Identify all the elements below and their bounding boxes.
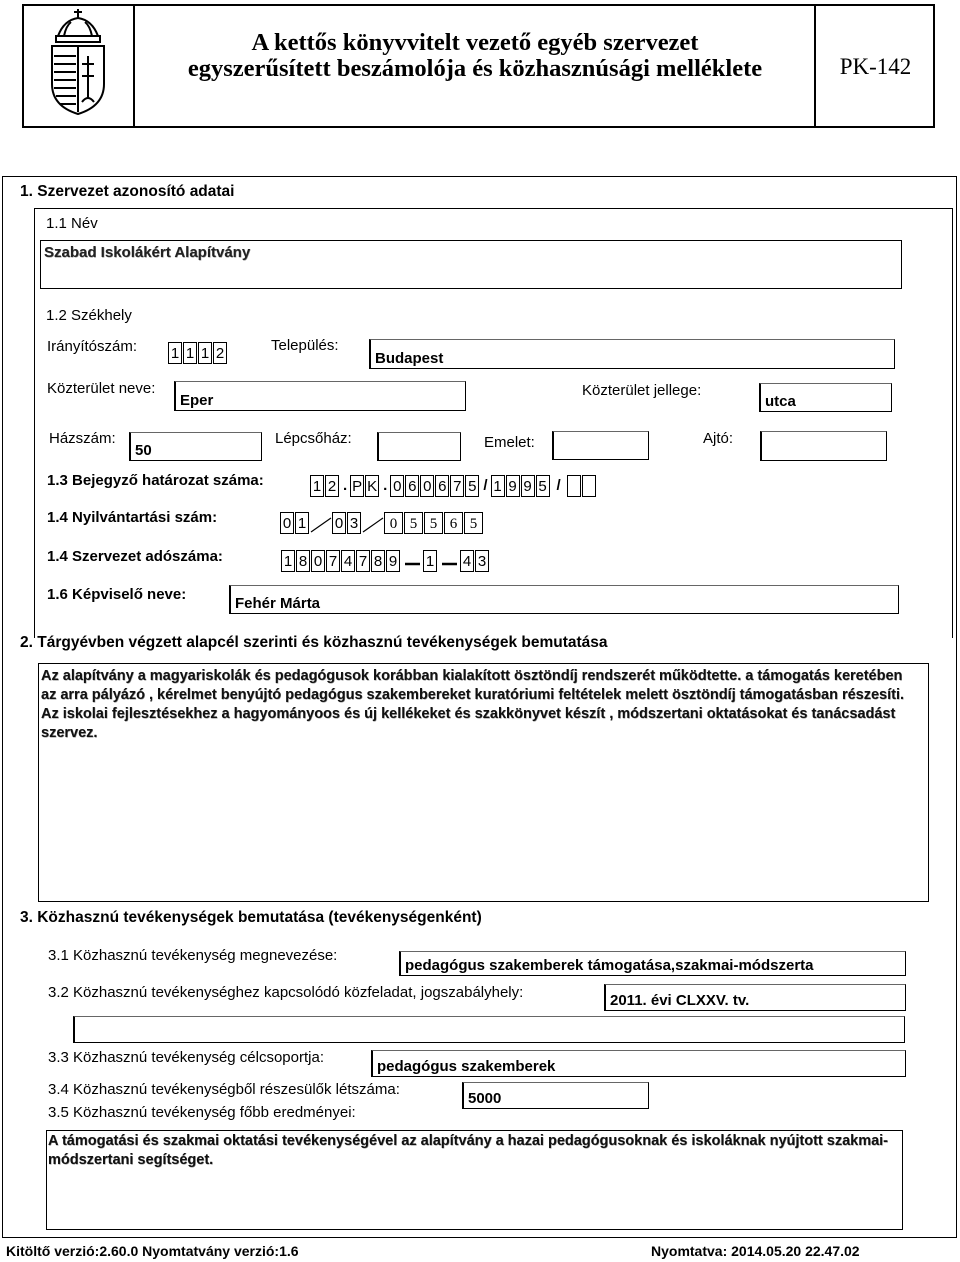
decision-digit[interactable]: 7	[450, 475, 464, 497]
results-label: 3.5 Közhasznú tevékenység főbb eredményei:	[48, 1104, 356, 1121]
decision-digit[interactable]	[567, 475, 581, 497]
decision-digit[interactable]: 5	[536, 475, 550, 497]
street-value: Eper	[180, 392, 214, 409]
footer-version: Kitöltő verzió:2.60.0 Nyomtatvány verzió:1.6	[6, 1243, 299, 1259]
slash-separator-icon	[310, 512, 332, 534]
tax-digit[interactable]: 4	[460, 550, 474, 572]
decision-digit[interactable]: 9	[521, 475, 535, 497]
section3-title: 3. Közhasznú tevékenységek bemutatása (tevékenységenként)	[20, 909, 482, 926]
city-value: Budapest	[375, 350, 444, 367]
name-label: 1.1 Név	[46, 215, 98, 232]
results-box[interactable]	[46, 1130, 903, 1230]
slash-separator-icon	[362, 512, 384, 534]
registry-digit[interactable]: 1	[295, 512, 309, 534]
seat-label: 1.2 Székhely	[46, 307, 132, 324]
dash-separator-icon	[401, 550, 423, 572]
section2-title: 2. Tárgyévben végzett alapcél szerinti és közhasznú tevékenységek bemutatása	[20, 634, 608, 651]
tax-digit[interactable]: 3	[475, 550, 489, 572]
registry-digit[interactable]: 5	[404, 512, 423, 534]
stairs-field[interactable]	[377, 432, 461, 461]
target-group-field[interactable]	[371, 1050, 906, 1077]
tax-digit[interactable]: 1	[281, 550, 295, 572]
house-field[interactable]	[129, 432, 262, 461]
decision-digit[interactable]: 5	[465, 475, 479, 497]
dash-separator-icon	[438, 550, 460, 572]
stairs-label: Lépcsőház:	[275, 430, 352, 447]
decision-digit[interactable]: K	[365, 475, 379, 497]
registry-digit[interactable]: 5	[424, 512, 443, 534]
city-field[interactable]	[369, 339, 895, 369]
name-value: Szabad Iskolákért Alapítvány	[44, 244, 251, 261]
street-type-label: Közterület jellege:	[582, 382, 702, 399]
decision-digit[interactable]: 0	[390, 475, 404, 497]
target-group-value: pedagógus szakemberek	[377, 1058, 556, 1075]
decision-digit[interactable]: 9	[506, 475, 520, 497]
zip-digit[interactable]: 1	[183, 342, 197, 364]
registry-number-label: 1.4 Nyilvántartási szám:	[47, 509, 218, 526]
decision-digit[interactable]	[582, 475, 596, 497]
door-field[interactable]	[760, 431, 887, 461]
section1-title: 1. Szervezet azonosító adatai	[20, 183, 235, 200]
decision-number-digits[interactable]	[310, 473, 597, 497]
public-task-field[interactable]	[604, 984, 906, 1011]
coat-of-arms-icon	[44, 6, 112, 118]
floor-label: Emelet:	[484, 434, 535, 451]
public-task-label: 3.2 Közhasznú tevékenységhez kapcsolódó közfeladat, jogszabályhely:	[48, 984, 524, 1001]
registry-digit[interactable]: 0	[280, 512, 294, 534]
tax-digit[interactable]: 8	[371, 550, 385, 572]
decision-digit[interactable]: P	[350, 475, 364, 497]
tax-digit[interactable]: 7	[326, 550, 340, 572]
zip-label: Irányítószám:	[47, 338, 138, 355]
registry-digit[interactable]: 0	[384, 512, 403, 534]
name-field[interactable]	[40, 240, 902, 289]
street-type-field[interactable]	[759, 383, 892, 412]
activity-description-box[interactable]	[38, 663, 929, 902]
tax-digit[interactable]: 8	[296, 550, 310, 572]
decision-digit[interactable]: 1	[491, 475, 505, 497]
decision-digit[interactable]: 2	[325, 475, 339, 497]
tax-digit[interactable]: 9	[386, 550, 400, 572]
floor-field[interactable]	[552, 431, 649, 460]
activity-name-label: 3.1 Közhasznú tevékenység megnevezése:	[48, 947, 338, 964]
registry-digit[interactable]: 0	[332, 512, 346, 534]
activity-description-text: Az alapítvány a magyariskolák és pedagógusok korábban kialakított ösztöndíj rendszerét működtette. a támogatás keretében az arra pályázó , kérelmet benyújtó pedagógus szakembereket kuratóriumi feltételek melett ösztöndíj támogatásban részesíti. Az iskolai fejlesztésekhez a hagyományoos és új kellékeket és szakkönyvet készít , módszertani oktatásokat és tanácsadást szervez.	[41, 668, 905, 741]
decision-number-label: 1.3 Bejegyző határozat száma:	[47, 472, 264, 489]
decision-digit[interactable]: 1	[310, 475, 324, 497]
form-title-line2: egyszerűsített beszámolója és közhasznúsági melléklete	[187, 55, 763, 82]
form-title-line1: A kettős könyvvitelt vezető egyéb szervezet	[251, 29, 699, 56]
zip-digit[interactable]: 2	[213, 342, 227, 364]
zip-digit[interactable]: 1	[168, 342, 182, 364]
registry-digit[interactable]: 5	[464, 512, 483, 534]
decision-digit[interactable]: 6	[405, 475, 419, 497]
tax-number-label: 1.4 Szervezet adószáma:	[47, 548, 223, 565]
representative-label: 1.6 Képviselő neve:	[47, 586, 187, 603]
street-label: Közterület neve:	[47, 380, 156, 397]
beneficiaries-field[interactable]	[462, 1082, 649, 1109]
representative-field[interactable]	[229, 585, 899, 614]
tax-digit[interactable]: 7	[356, 550, 370, 572]
tax-digit[interactable]: 0	[311, 550, 325, 572]
decision-digit[interactable]: 6	[435, 475, 449, 497]
tax-digit[interactable]: 1	[423, 550, 437, 572]
house-value: 50	[135, 442, 152, 459]
public-task-extra-field[interactable]	[73, 1016, 905, 1043]
tax-digit[interactable]: 4	[341, 550, 355, 572]
street-field[interactable]	[174, 381, 466, 411]
public-task-value: 2011. évi CLXXV. tv.	[610, 992, 750, 1009]
decision-separator: .	[383, 477, 388, 494]
zip-digit[interactable]: 1	[198, 342, 212, 364]
activity-name-field[interactable]	[399, 951, 906, 976]
target-group-label: 3.3 Közhasznú tevékenység célcsoportja:	[48, 1049, 324, 1066]
street-type-value: utca	[765, 393, 796, 410]
registry-number-digits[interactable]	[280, 510, 484, 534]
representative-value: Fehér Márta	[235, 595, 321, 612]
zip-digits[interactable]	[168, 340, 228, 364]
tax-number-digits[interactable]	[281, 548, 490, 572]
city-label: Település:	[271, 337, 339, 354]
beneficiaries-label: 3.4 Közhasznú tevékenységből részesülők létszáma:	[48, 1081, 400, 1098]
form-code: PK-142	[839, 54, 912, 79]
registry-digit[interactable]: 3	[347, 512, 361, 534]
results-text: A támogatási és szakmai oktatási tevékenységével az alapítvány a hazai pedagógusoknak és iskoláknak nyújtott szakmai-módszertani segítséget.	[48, 1133, 889, 1168]
decision-digit[interactable]: 0	[420, 475, 434, 497]
door-label: Ajtó:	[703, 430, 734, 447]
activity-name-value: pedagógus szakemberek támogatása,szakmai-módszerta	[405, 957, 814, 974]
decision-separator: .	[343, 477, 348, 494]
decision-separator: /	[556, 477, 561, 494]
footer-printed: Nyomtatva: 2014.05.20 22.47.02	[651, 1243, 860, 1259]
decision-separator: /	[483, 477, 488, 494]
registry-digit[interactable]: 6	[444, 512, 463, 534]
beneficiaries-value: 5000	[468, 1090, 502, 1107]
house-label: Házszám:	[49, 430, 116, 447]
